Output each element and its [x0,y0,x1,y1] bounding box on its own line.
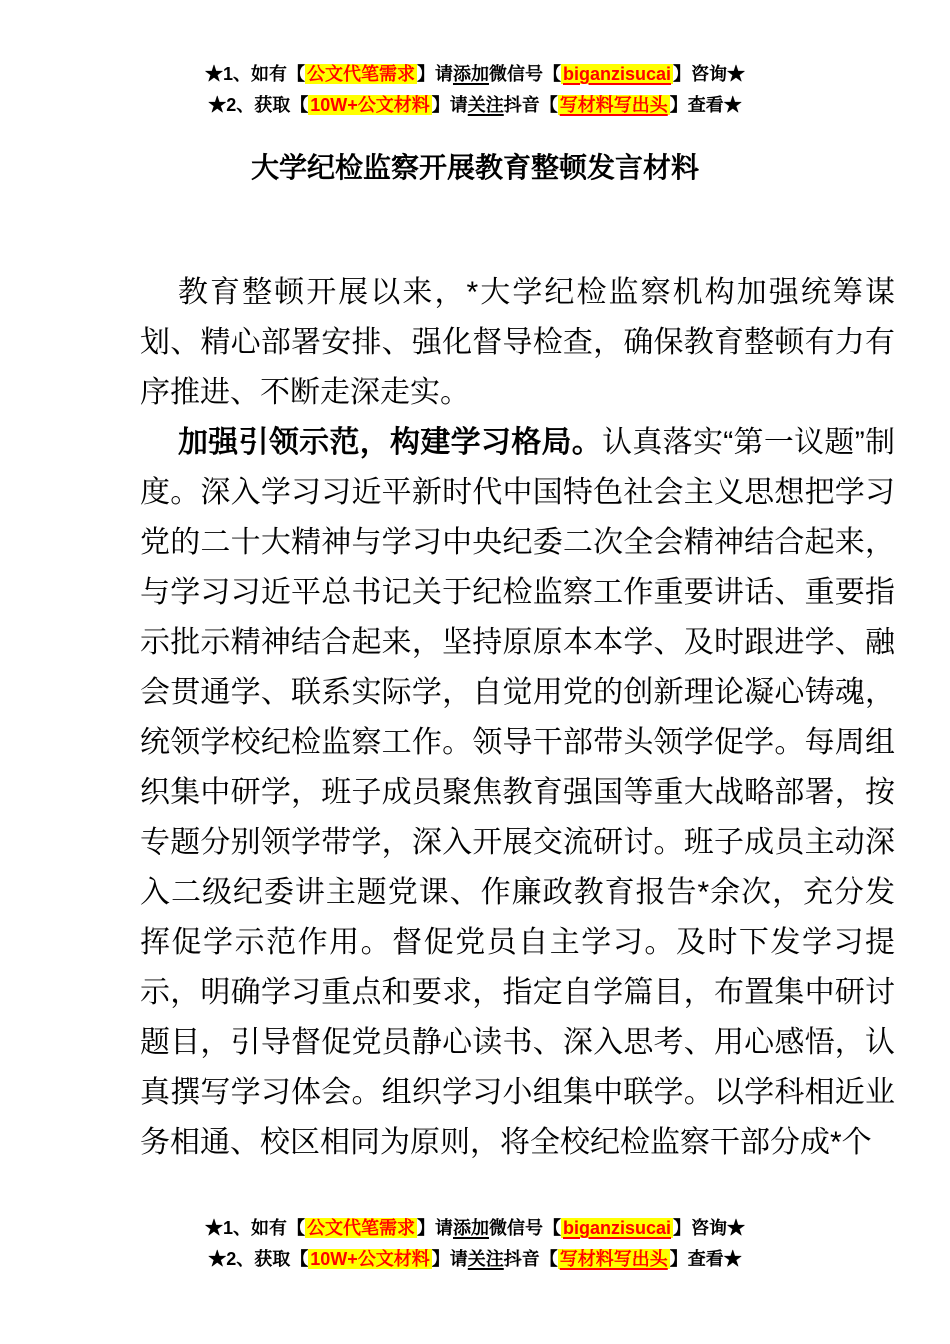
promo-text: 抖音【 [503,1249,558,1269]
promo-text: 】咨询★ [673,64,746,84]
promo-highlight: 公文代笔需求 [306,64,415,84]
promo-highlight: 10W+公文材料 [310,95,430,115]
promo-text: 】查看★ [669,1249,742,1269]
promo-text: ★2、获取【 [208,95,309,115]
promo-text: ★1、如有【 [204,64,305,84]
promo-text: ★1、如有【 [204,1218,305,1238]
promo-text: ★2、获取【 [208,1249,309,1269]
promo-footer-line-2 [0,1244,950,1275]
paragraph-text: 认真落实“第一议题”制度。深入学习习近平新时代中国特色社会主义思想把学习党的二十大精神与学习中央纪委二次全会精神结合起来，与学习习近平总书记关于纪检监察工作重要讲话、重要指示批示精神结合起来，坚持原原本本学、及时跟进学、融会贯通学、联系实际学，自觉用党的创新理论凝心铸魂，统领学校纪检监察工作。领导干部带头领学促学。每周组织集中研学，班子成员聚焦教育强国等重大战略部署，按专题分别领学带学，深入开展交流研讨。班子成员主动深入二级纪委讲主题党课、作廉政教育报告*余次，充分发挥促学示范作用。督促党员自主学习。及时下发学习提示，明确学习重点和要求，指定自学篇目，布置集中研讨题目，引导督促党员静心读书、深入思考、用心感悟，认真撰写学习体会。组织学习小组集中联学。以学科相近业务相通、校区相同为原则，将全校纪检监察干部分成*个 [140,426,895,1159]
promo-header [0,59,950,121]
promo-text: 】请 [416,1218,453,1238]
promo-highlight: 公文代笔需求 [306,1218,415,1238]
promo-header-line-2 [0,90,950,121]
promo-highlight: 10W+公文材料 [310,1249,430,1269]
paragraph-intro: 教育整顿开展以来，*大学纪检监察机构加强统筹谋划、精心部署安排、强化督导检查，确保教育整顿有力有序推进、不断走深走实。 [140,276,895,409]
promo-text: 微信号【 [488,1218,561,1238]
promo-text: 】查看★ [669,95,742,115]
promo-underlined-text: 添加 [452,1218,489,1238]
promo-underlined-text: 关注 [467,95,504,115]
promo-text: 】请 [416,64,453,84]
promo-wechat-id: biganzisucai [562,64,672,84]
promo-text: 】咨询★ [673,1218,746,1238]
promo-text: 抖音【 [503,95,558,115]
promo-text: 微信号【 [488,64,561,84]
promo-douyin-id: 写材料写出头 [559,1249,668,1269]
promo-text: 】请 [431,95,468,115]
promo-douyin-id: 写材料写出头 [559,95,668,115]
document-title: 大学纪检监察开展教育整顿发言材料 [250,152,699,183]
promo-footer [0,1213,950,1275]
promo-wechat-id: biganzisucai [562,1218,672,1238]
promo-text: 】请 [431,1249,468,1269]
promo-underlined-text: 添加 [452,64,489,84]
document-body [140,268,895,1168]
paragraph-section-1 [140,418,895,1168]
promo-header-line-1 [0,59,950,90]
paragraph-lead-bold: 加强引领示范，构建学习格局。 [178,426,603,459]
promo-underlined-text: 关注 [467,1249,504,1269]
promo-footer-line-1 [0,1213,950,1244]
